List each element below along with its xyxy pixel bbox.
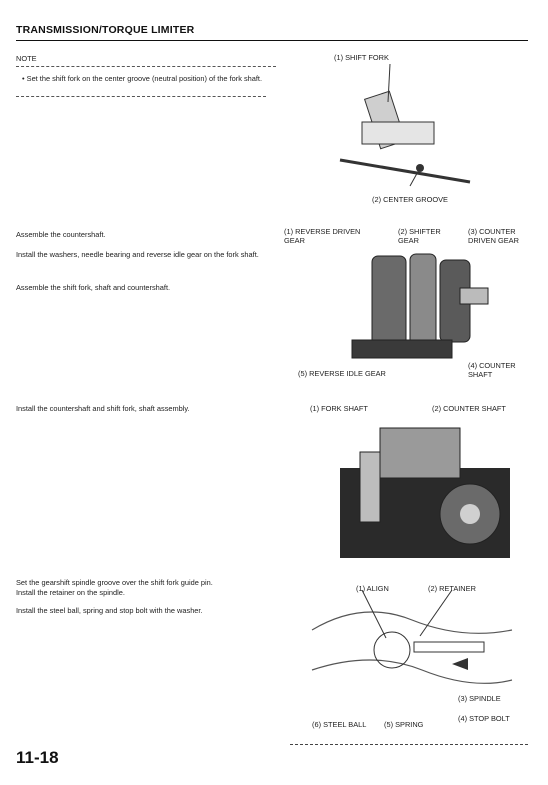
footer-rule (290, 744, 528, 745)
countershaft-figure (342, 236, 492, 376)
figure4-label-spring: (5) SPRING (384, 720, 424, 729)
figure4-label-stop-bolt: (4) STOP BOLT (458, 714, 510, 723)
step-set-spindle: Set the gearshift spindle groove over the shift fork guide pin. (16, 578, 213, 587)
figure2-label-shifter-gear: (2) SHIFTER GEAR (398, 227, 441, 245)
figure3-label-counter-shaft: (2) COUNTER SHAFT (432, 404, 506, 413)
step-install-countershaft: Install the countershaft and shift fork, shaft assembly. (16, 404, 190, 413)
step-assemble-shift-fork: Assemble the shift fork, shaft and countershaft. (16, 283, 171, 292)
figure2-label-counter-driven-gear: (3) COUNTER DRIVEN GEAR (468, 227, 519, 245)
note-rule-bottom (16, 96, 266, 97)
note-rule-top (16, 66, 276, 67)
shift-fork-figure (330, 64, 480, 194)
fork-shaft-figure (310, 416, 520, 566)
page-header-title: TRANSMISSION/TORQUE LIMITER (16, 24, 195, 36)
figure4-label-retainer: (2) RETAINER (428, 584, 476, 593)
figure4-label-align: (1) ALIGN (356, 584, 389, 593)
figure2-label-counter-shaft: (4) COUNTER SHAFT (468, 361, 516, 379)
figure1-label-center-groove: (2) CENTER GROOVE (372, 195, 448, 204)
figure2-label-reverse-driven-gear: (1) REVERSE DRIVEN GEAR (284, 227, 361, 245)
figure4-label-spindle: (3) SPINDLE (458, 694, 501, 703)
step-install-washers: Install the washers, needle bearing and reverse idle gear on the fork shaft. (16, 250, 259, 259)
figure1-label-shift-fork: (1) SHIFT FORK (334, 53, 389, 62)
note-label: NOTE (16, 54, 37, 63)
page-number: 11-18 (16, 748, 59, 767)
figure4-label-steel-ball: (6) STEEL BALL (312, 720, 367, 729)
figure2-label-reverse-idle-gear: (5) REVERSE IDLE GEAR (298, 369, 386, 378)
step-assemble-countershaft: Assemble the countershaft. (16, 230, 106, 239)
header-rule (16, 40, 528, 41)
step-install-retainer: Install the retainer on the spindle. (16, 588, 125, 597)
note-text: • Set the shift fork on the center groove (neutral position) of the fork shaft. (22, 74, 263, 83)
step-install-ball: Install the steel ball, spring and stop bolt with the washer. (16, 606, 203, 615)
figure3-label-fork-shaft: (1) FORK SHAFT (310, 404, 368, 413)
